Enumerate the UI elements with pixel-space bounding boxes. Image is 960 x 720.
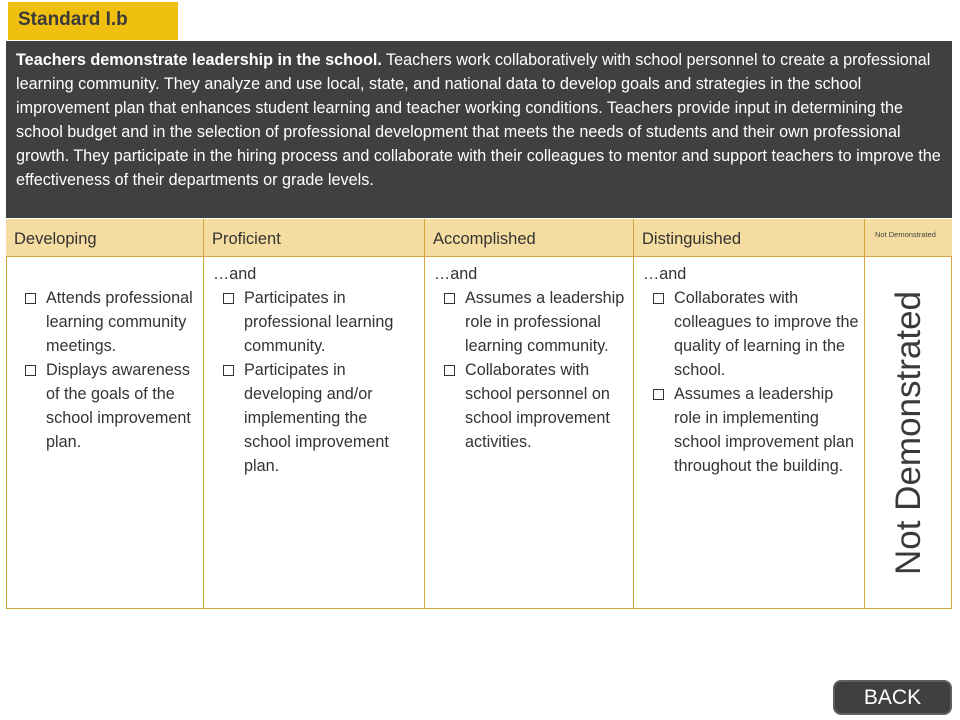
list-item xyxy=(6,286,197,358)
list-item xyxy=(425,358,627,454)
column-divider xyxy=(864,219,865,609)
cell-accomplished xyxy=(425,257,633,454)
checkbox-bullet-icon xyxy=(444,365,455,376)
cell-developing xyxy=(6,257,203,454)
checkbox-bullet-icon xyxy=(25,365,36,376)
back-button[interactable]: BACK xyxy=(833,680,952,715)
column-header-distinguished: Distinguished xyxy=(642,230,742,248)
not-demonstrated-vertical-text: Not Demonstrated xyxy=(889,290,928,576)
item-text: Assumes a leadership role in professional learning community. xyxy=(465,289,625,355)
cell-proficient xyxy=(204,257,424,478)
column-header-not-demonstrated: Not Demonstrated xyxy=(875,230,936,239)
item-text: Collaborates with colleagues to improve the quality of learning in the school. xyxy=(674,289,859,379)
checkbox-bullet-icon xyxy=(653,293,664,304)
item-text: Collaborates with school personnel on school improvement activities. xyxy=(465,361,610,451)
rubric-table xyxy=(6,219,952,609)
column-header-proficient: Proficient xyxy=(212,230,281,248)
description-body: Teachers work collaboratively with school personnel to create a professional learning community. They analyze and use local, state, and national data to develop goals and strategies in the school improvement plan that enhances student learning and teacher working conditions. Teachers provide input in determining the school budget and in the selection of professional development that meets the needs of students and their own professional growth. They participate in the hiring process and collaborate with their colleagues to mentor and support teachers to improve the effectiveness of their departments or grade levels. xyxy=(16,51,941,189)
item-text: Attends professional learning community meetings. xyxy=(46,289,193,355)
item-text: Participates in professional learning community. xyxy=(244,289,394,355)
cell-not-demonstrated xyxy=(866,257,952,609)
column-header-developing: Developing xyxy=(14,230,97,248)
checkbox-bullet-icon xyxy=(653,389,664,400)
list-item xyxy=(634,286,860,382)
and-prefix: …and xyxy=(643,265,687,283)
and-prefix: …and xyxy=(434,265,478,283)
standard-description xyxy=(6,41,952,218)
list-item xyxy=(425,286,627,358)
description-lead: Teachers demonstrate leadership in the school. xyxy=(16,51,382,69)
list-item xyxy=(6,358,197,454)
list-item xyxy=(204,358,418,478)
list-item xyxy=(634,382,860,478)
and-prefix: …and xyxy=(213,265,257,283)
checkbox-bullet-icon xyxy=(223,293,234,304)
cell-distinguished xyxy=(634,257,864,478)
checkbox-bullet-icon xyxy=(444,293,455,304)
item-text: Displays awareness of the goals of the school improvement plan. xyxy=(46,361,191,451)
column-header-accomplished: Accomplished xyxy=(433,230,536,248)
item-text: Assumes a leadership role in implementing school improvement plan throughout the building. xyxy=(674,385,854,475)
checkbox-bullet-icon xyxy=(25,293,36,304)
standard-label: Standard I.b xyxy=(8,2,178,40)
list-item xyxy=(204,286,418,358)
checkbox-bullet-icon xyxy=(223,365,234,376)
item-text: Participates in developing and/or implementing the school improvement plan. xyxy=(244,361,389,475)
